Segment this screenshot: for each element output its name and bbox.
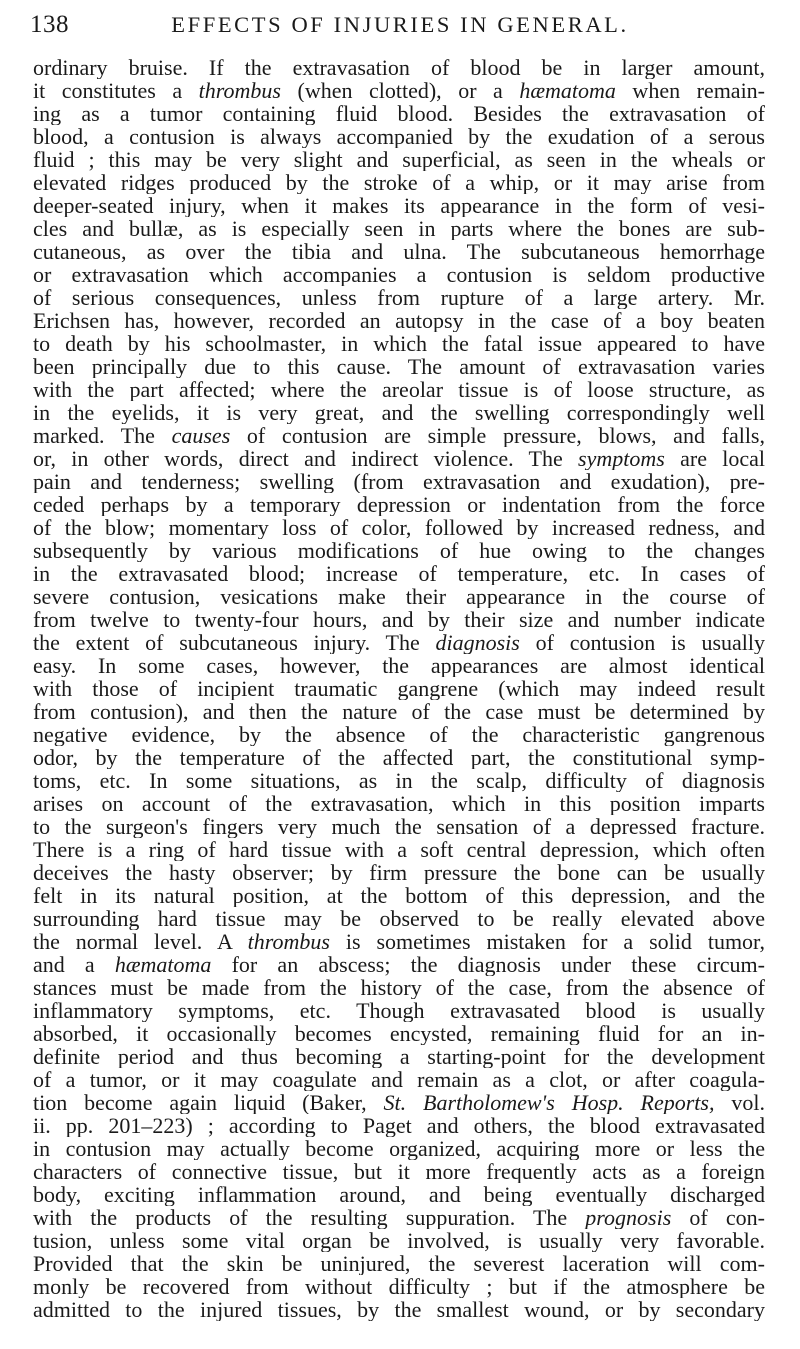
- text-line: [33, 976, 765, 999]
- text-run: admitted to the injured tissues, by the smallest wound, or by secondary: [33, 1298, 765, 1321]
- text-run: is sometimes mistaken for a solid tumor,: [329, 930, 765, 953]
- text-run: easy. In some cases, however, the appearances are almost identical: [33, 654, 765, 677]
- text-run: vol.: [714, 1091, 765, 1114]
- text-run: in the extravasated blood; increase of temperature, etc. In cases of: [33, 562, 765, 585]
- text-run: of serious consequences, unless from rupture of a large artery. Mr.: [33, 286, 765, 309]
- italic-term: symptoms: [578, 447, 665, 470]
- text-run: characters of connective tissue, but it more frequently acts as a foreign: [33, 1160, 765, 1183]
- text-line: [33, 1206, 765, 1229]
- text-line: [33, 907, 765, 930]
- italic-term: thrombus: [247, 930, 330, 953]
- text-line: [33, 194, 765, 217]
- text-run: deeper-seated injury, when it makes its appearance in the form of vesi-: [33, 194, 765, 217]
- text-line: [33, 447, 765, 470]
- text-line: [33, 585, 765, 608]
- text-run: to the surgeon's fingers very much the sensation of a depressed fracture.: [33, 815, 765, 838]
- text-run: negative evidence, by the absence of the characteristic gangrenous: [33, 723, 765, 746]
- text-line: [33, 930, 765, 953]
- text-run: of contusion is usually: [519, 631, 765, 654]
- text-run: severe contusion, vesications make their appearance in the course of: [33, 585, 765, 608]
- text-run: felt in its natural position, at the bottom of this depression, and the: [33, 884, 765, 907]
- text-run: cles and bullæ, as is especially seen in parts where the bones are sub-: [33, 217, 765, 240]
- italic-term: prognosis: [585, 1206, 672, 1229]
- running-head: EFFECTS OF INJURIES IN GENERAL.: [171, 12, 629, 37]
- text-line: [33, 999, 765, 1022]
- text-line: [33, 792, 765, 815]
- text-line: [33, 148, 765, 171]
- body-text: [33, 56, 765, 1321]
- text-line: [33, 286, 765, 309]
- text-line: [33, 493, 765, 516]
- text-line: [33, 217, 765, 240]
- text-run: ii. pp. 201–223) ; according to Paget and others, the blood extravasated: [33, 1114, 765, 1137]
- text-run: toms, etc. In some situations, as in the scalp, difficulty of diagnosis: [33, 769, 765, 792]
- text-run: elevated ridges produced by the stroke of a whip, or it may arise from: [33, 171, 765, 194]
- text-line: [33, 539, 765, 562]
- text-run: Erichsen has, however, recorded an autopsy in the case of a boy beaten: [33, 309, 765, 332]
- text-line: [33, 815, 765, 838]
- text-line: [33, 1137, 765, 1160]
- text-line: [33, 861, 765, 884]
- text-run: stances must be made from the history of the case, from the absence of: [33, 976, 765, 999]
- page-number: 138: [30, 11, 69, 38]
- text-line: [33, 1252, 765, 1275]
- text-line: [33, 355, 765, 378]
- text-run: with the part affected; where the areolar tissue is of loose structure, as: [33, 378, 765, 401]
- text-run: been principally due to this cause. The amount of extravasation varies: [33, 355, 765, 378]
- text-run: the extent of subcutaneous injury. The: [33, 631, 436, 654]
- text-line: [33, 677, 765, 700]
- text-run: for an abscess; the diagnosis under these circum-: [211, 953, 765, 976]
- text-line: [33, 1160, 765, 1183]
- text-run: or extravasation which accompanies a contusion is seldom productive: [33, 263, 765, 286]
- text-run: ing as a tumor containing fluid blood. Besides the extravasation of: [33, 102, 765, 125]
- text-line: [33, 470, 765, 493]
- text-run: deceives the hasty observer; by firm pressure the bone can be usually: [33, 861, 765, 884]
- text-line: [33, 1275, 765, 1298]
- italic-term: hæmatoma: [519, 79, 616, 102]
- text-run: with the products of the resulting suppuration. The: [33, 1206, 586, 1229]
- text-line: [33, 953, 765, 976]
- text-run: to death by his schoolmaster, in which the fatal issue appeared to have: [33, 332, 765, 355]
- text-run: monly be recovered from without difficulty ; but if the atmosphere be: [33, 1275, 765, 1298]
- text-run: cutaneous, as over the tibia and ulna. The subcutaneous hemorrhage: [33, 240, 765, 263]
- text-run: absorbed, it occasionally becomes encysted, remaining fluid for an in-: [33, 1022, 765, 1045]
- text-line: [33, 769, 765, 792]
- text-run: ordinary bruise. If the extravasation of blood be in larger amount,: [33, 56, 765, 79]
- text-line: [33, 562, 765, 585]
- text-line: [33, 1183, 765, 1206]
- text-run: marked. The: [33, 424, 172, 447]
- text-line: [33, 1022, 765, 1045]
- text-line: [33, 401, 765, 424]
- text-line: [33, 1229, 765, 1252]
- text-line: [33, 378, 765, 401]
- text-line: [33, 516, 765, 539]
- italic-term: causes: [171, 424, 231, 447]
- text-run: body, exciting inflammation around, and being eventually discharged: [33, 1183, 765, 1206]
- text-line: [33, 1045, 765, 1068]
- text-run: pain and tenderness; swelling (from extravasation and exudation), pre-: [33, 470, 765, 493]
- text-line: [33, 1091, 765, 1114]
- text-line: [33, 654, 765, 677]
- text-run: of con-: [671, 1206, 765, 1229]
- text-run: of the blow; momentary loss of color, followed by increased redness, and: [33, 516, 765, 539]
- text-line: [33, 1298, 765, 1321]
- text-run: when remain-: [615, 79, 765, 102]
- text-run: blood, a contusion is always accompanied by the exudation of a serous: [33, 125, 765, 148]
- text-line: [33, 608, 765, 631]
- text-run: fluid ; this may be very slight and superficial, as seen in the wheals or: [33, 148, 765, 171]
- text-run: the normal level. A: [33, 930, 248, 953]
- text-run: from twelve to twenty-four hours, and by their size and number indicate: [33, 608, 765, 631]
- text-run: in the eyelids, it is very great, and the swelling correspondingly well: [33, 401, 765, 424]
- page-header: [30, 8, 770, 42]
- text-line: [33, 263, 765, 286]
- text-run: from contusion), and then the nature of the case must be determined by: [33, 700, 765, 723]
- text-run: Provided that the skin be uninjured, the severest laceration will com-: [33, 1252, 765, 1275]
- italic-term: hæmatoma: [114, 953, 212, 976]
- text-run: with those of incipient traumatic gangrene (which may indeed result: [33, 677, 765, 700]
- text-run: surrounding hard tissue may be observed to be really elevated above: [33, 907, 765, 930]
- text-line: [33, 309, 765, 332]
- text-line: [33, 171, 765, 194]
- text-line: [33, 79, 765, 102]
- text-run: are local: [664, 447, 765, 470]
- italic-term: diagnosis: [435, 631, 520, 654]
- text-run: subsequently by various modifications of hue owing to the changes: [33, 539, 765, 562]
- text-run: and a: [33, 953, 115, 976]
- text-line: [33, 631, 765, 654]
- text-line: [33, 125, 765, 148]
- text-line: [33, 1068, 765, 1091]
- text-run: of contusion are simple pressure, blows, and falls,: [230, 424, 765, 447]
- text-run: odor, by the temperature of the affected part, the constitutional symp-: [33, 746, 765, 769]
- text-run: in contusion may actually become organized, acquiring more or less the: [33, 1137, 765, 1160]
- text-run: tion become again liquid (Baker,: [33, 1091, 384, 1114]
- text-run: of a tumor, or it may coagulate and remain as a clot, or after coagula-: [33, 1068, 765, 1091]
- text-line: [33, 884, 765, 907]
- text-run: or, in other words, direct and indirect violence. The: [33, 447, 579, 470]
- text-run: inflammatory symptoms, etc. Though extravasated blood is usually: [33, 999, 765, 1022]
- text-line: [33, 332, 765, 355]
- text-line: [33, 700, 765, 723]
- text-line: [33, 56, 765, 79]
- text-run: ceded perhaps by a temporary depression or indentation from the force: [33, 493, 765, 516]
- text-line: [33, 102, 765, 125]
- text-line: [33, 838, 765, 861]
- text-run: arises on account of the extravasation, which in this position imparts: [33, 792, 765, 815]
- text-run: There is a ring of hard tissue with a soft central depression, which often: [33, 838, 765, 861]
- text-run: it constitutes a: [33, 79, 199, 102]
- text-line: [33, 723, 765, 746]
- text-line: [33, 1114, 765, 1137]
- text-line: [33, 240, 765, 263]
- italic-term: St. Bartholomew's Hosp. Reports,: [383, 1091, 715, 1114]
- text-run: (when clotted), or a: [280, 79, 520, 102]
- text-run: definite period and thus becoming a starting-point for the development: [33, 1045, 765, 1068]
- text-line: [33, 746, 765, 769]
- text-run: tusion, unless some vital organ be involved, is usually very favorable.: [33, 1229, 765, 1252]
- italic-term: thrombus: [198, 79, 281, 102]
- text-line: [33, 424, 765, 447]
